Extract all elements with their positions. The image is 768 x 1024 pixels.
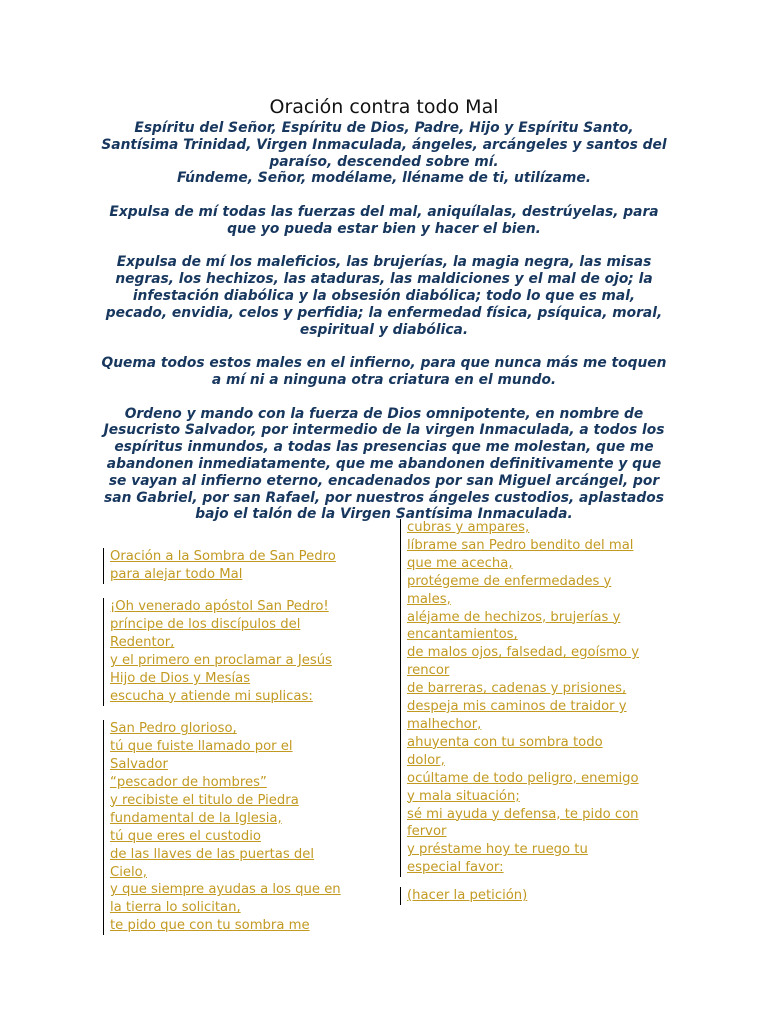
line-text: tú que eres el custodio (110, 828, 261, 844)
line-text: aléjame de hechizos, brujerías y (407, 609, 621, 625)
linked-text-line[interactable] (407, 519, 670, 537)
linked-text-line[interactable] (110, 864, 365, 882)
linked-text-line[interactable] (407, 626, 670, 644)
line-text: la tierra lo solicitan, (110, 900, 241, 916)
linked-text-line[interactable] (110, 774, 365, 792)
stanza (400, 887, 670, 905)
line-text: y mala situación; (407, 788, 520, 804)
linked-text-line[interactable] (407, 788, 670, 806)
line-text: ahuyenta con tu sombra todo (407, 734, 603, 750)
line-text: de malos ojos, falsedad, egoísmo y (407, 645, 640, 661)
linked-text-line[interactable] (407, 716, 670, 734)
line-text: encantamientos, (407, 627, 518, 643)
linked-text-line[interactable] (407, 734, 670, 752)
line-text: (hacer la petición) (407, 888, 528, 904)
line-text: de las llaves de las puertas del (110, 846, 315, 862)
linked-text-line[interactable] (110, 810, 365, 828)
line-text: Salvador (110, 757, 168, 773)
linked-text-line[interactable] (110, 756, 365, 774)
linked-text-line[interactable] (110, 652, 365, 670)
line-text: Cielo, (110, 864, 147, 880)
line-text: escucha y atiende mi suplicas: (110, 688, 313, 704)
linked-text-line[interactable] (110, 548, 365, 566)
line-text: y préstame hoy te ruego tu (407, 842, 588, 858)
linked-text-line[interactable] (407, 859, 670, 877)
line-text: tú que fuiste llamado por el (110, 739, 293, 755)
line-text: fervor (407, 824, 447, 840)
prayer-body (100, 120, 668, 523)
line-text: cubras y ampares, (407, 520, 530, 535)
line-text: sé mi ayuda y defensa, te pido con (407, 806, 639, 822)
linked-text-line[interactable] (110, 720, 365, 738)
linked-text-line[interactable] (407, 841, 670, 859)
line-text: dolor, (407, 752, 445, 768)
line-text: rencor (407, 663, 450, 679)
prayer-paragraph: Quema todos estos males en el infierno, para que nunca más me toquen a mí ni a ninguna otra criatura en el mundo. (101, 355, 667, 388)
linked-text-line[interactable] (110, 634, 365, 652)
line-text: fundamental de la Iglesia, (110, 810, 282, 826)
line-text: Hijo de Dios y Mesías (110, 670, 251, 686)
linked-text-line[interactable] (110, 792, 365, 810)
line-text: te pido que con tu sombra me (110, 918, 310, 934)
line-text: líbrame san Pedro bendito del mal (407, 537, 634, 553)
line-text: San Pedro glorioso, (110, 721, 237, 737)
linked-text-line[interactable] (407, 887, 670, 905)
linked-text-line[interactable] (407, 537, 670, 555)
line-text: ocúltame de todo peligro, enemigo (407, 770, 639, 786)
linked-text-line[interactable] (407, 662, 670, 680)
page-title: Oración contra todo Mal (269, 96, 499, 118)
linked-text-line[interactable] (110, 899, 365, 917)
linked-text-line[interactable] (407, 555, 670, 573)
line-text: Oración a la Sombra de San Pedro (110, 549, 336, 564)
linked-text-line[interactable] (407, 573, 670, 591)
stanza (103, 598, 365, 705)
linked-text-line[interactable] (407, 644, 670, 662)
linked-text-line[interactable] (407, 609, 670, 627)
prayer-paragraph: Ordeno y mando con la fuerza de Dios omnipotente, en nombre de Jesucristo Salvador, por intermedio de la virgen Inmaculada, a todos los espíritus inmundos, a todas las presencias que me molestan, que me abandonen inmediatamente, que me abandonen definitivamente y que se vayan al infierno eterno, encadenados por san Miguel arcángel, por san Gabriel, por san Rafael, por nuestros ángeles custodios, aplastados bajo el talón de la Virgen Santísima Inmaculada. (103, 405, 665, 523)
linked-text-line[interactable] (110, 616, 365, 634)
line-text: para alejar todo Mal (110, 566, 243, 582)
linked-text-line[interactable] (407, 680, 670, 698)
linked-text-line[interactable] (110, 670, 365, 688)
linked-text-line[interactable] (110, 566, 365, 584)
right-column (400, 519, 670, 905)
linked-text-line[interactable] (110, 738, 365, 756)
linked-text-line[interactable] (407, 770, 670, 788)
line-text: príncipe de los discípulos del (110, 617, 301, 633)
line-text: males, (407, 591, 451, 607)
linked-text-line[interactable] (110, 688, 365, 706)
linked-text-line[interactable] (407, 591, 670, 609)
linked-text-line[interactable] (407, 752, 670, 770)
linked-text-line[interactable] (110, 598, 365, 616)
linked-text-line[interactable] (110, 846, 365, 864)
left-column (103, 548, 365, 950)
linked-text-line[interactable] (110, 881, 365, 899)
line-text: y el primero en proclamar a Jesús (110, 653, 332, 669)
stanza (103, 720, 365, 935)
line-text: y que siempre ayudas a los que en (110, 882, 341, 898)
line-text: Redentor, (110, 635, 175, 651)
prayer-paragraph: Expulsa de mí todas las fuerzas del mal, aniquílalas, destrúyelas, para que yo pueda estar bien y hacer el bien. (109, 203, 659, 237)
linked-text-line[interactable] (110, 828, 365, 846)
line-text: malhechor, (407, 716, 482, 732)
line-text: despeja mis caminos de traidor y (407, 699, 627, 715)
linked-text-line[interactable] (407, 698, 670, 716)
line-text: que me acecha, (407, 555, 513, 571)
linked-text-line[interactable] (407, 806, 670, 824)
linked-text-line[interactable] (407, 823, 670, 841)
prayer-paragraph: Espíritu del Señor, Espíritu de Dios, Padre, Hijo y Espíritu Santo, Santísima Trinidad, Virgen Inmaculada, ángeles, arcángeles y santos del paraíso, descended sobre mí. Fúndeme, Señor, modélame, lléname de ti, utilízame. (101, 120, 667, 187)
linked-text-line[interactable] (110, 917, 365, 935)
prayer-paragraph: Expulsa de mí los maleficios, las brujerías, la magia negra, las misas negras, los hechizos, las ataduras, las maldiciones y el mal de ojo; la infestación diabólica y la obsesión diabólica; todo lo que es mal, pecado, envidia, celos y perfidia; la enfermedad física, psíquica, moral, espiritual y diabólica. (105, 254, 663, 338)
line-text: y recibiste el titulo de Piedra (110, 792, 299, 808)
line-text: protégeme de enfermedades y (407, 573, 612, 589)
line-text: de barreras, cadenas y prisiones, (407, 681, 627, 697)
line-text: ¡Oh venerado apóstol San Pedro! (110, 599, 329, 615)
stanza (400, 519, 670, 877)
line-text: especial favor: (407, 860, 504, 876)
stanza (103, 548, 365, 584)
line-text: “pescador de hombres” (110, 774, 267, 790)
